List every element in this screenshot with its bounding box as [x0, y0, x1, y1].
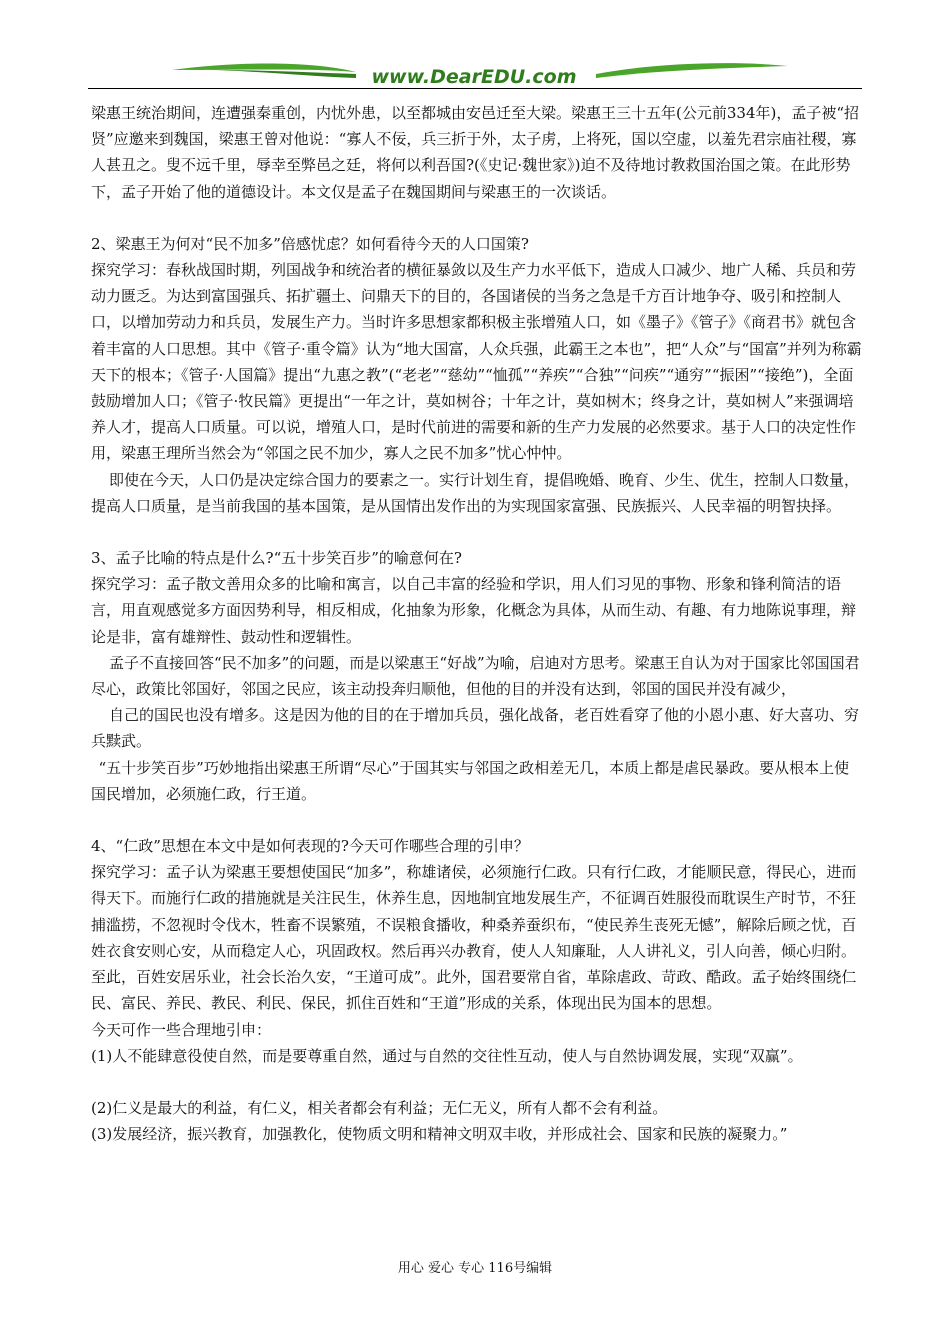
- question-4-heading: 4、“仁政”思想在本文中是如何表现的?今天可作哪些合理的引申？: [91, 837, 529, 856]
- paragraph-intro: 梁惠王统治期间，连遭强秦重创，内忧外患，以至都城由安邑迁至大梁。梁惠王三十五年(公元前334年)，孟子被“招贤”应邀来到魏国，梁惠王曾对他说：“寡人不佞，兵三折于外，太子虏，上将死，国以空虚，以羞先君宗庙社稷，寡人甚丑之。叟不远千里，辱幸至弊邑之廷，将何以利吾国?(《史记·魏世家》)迫不及待地讨教救国治国之策。在此形势下，孟子开始了他的道德设计。本文仅是孟子在魏国期间与梁惠王的一次谈话。: [91, 104, 860, 201]
- extension-intro: 今天可作一些合理地引申：: [91, 1020, 272, 1039]
- question-3-answer-part-4: “五十步笑百步”巧妙地指出梁惠王所谓“尽心”于国其实与邻国之政相差无几，本质上都是虐民暴政。要从根本上使国民增加，必须施仁政，行王道。: [91, 758, 850, 803]
- article-body: [91, 100, 863, 1147]
- paragraph-gap: [91, 205, 863, 231]
- right-swoosh-shape: [596, 63, 788, 78]
- question-2-heading: 2、梁惠王为何对“民不加多”倍感忧虑？如何看待今天的人口国策?: [91, 234, 529, 253]
- question-3-answer-part-2: 孟子不直接回答“民不加多”的问题，而是以梁惠王“好战”为喻，启迪对方思考。梁惠王自认为对于国家比邻国国君尽心，政策比邻国好，邻国之民应，该主动投奔归顺他，但他的目的并没有达到，邻国的国民并没有减少，: [91, 653, 860, 699]
- paragraph-gap: [91, 1069, 863, 1095]
- left-swoosh-shape: [172, 64, 356, 73]
- site-logo-text: www.DearEDU.com: [371, 66, 577, 88]
- extension-item-3: (3)发展经济，振兴教育，加强教化，使物质文明和精神文明双丰收，并形成社会、国家和民族的凝聚力。”: [91, 1125, 788, 1144]
- extension-item-2: (2)仁义是最大的利益，有仁义，相关者都会有利益；无仁无义，所有人都不会有利益。: [91, 1098, 668, 1117]
- question-3-answer: 探究学习：孟子散文善用众多的比喻和寓言，以自己丰富的经验和学识，用人们习见的事物、形象和锋利简洁的语言，用直观感觉多方面因势利导，相反相成，化抽象为形象，化概念为具体，从而生动、有趣、有力地陈说事理，辩论是非，富有雄辩性、鼓动性和逻辑性。: [91, 575, 857, 646]
- paragraph-gap: [91, 519, 863, 545]
- question-2-answer: 探究学习：春秋战国时期，列国战争和统治者的横征暴敛以及生产力水平低下，造成人口减少、地广人稀、兵员和劳动力匮乏。为达到富国强兵、拓扩疆土、问鼎天下的目的，各国诸侯的当务之急是千方百计地争夺、吸引和控制人口，以增加劳动力和兵员，发展生产力。当时许多思想家都积极主张增殖人口，如《墨子》《管子》《商君书》就包含着丰富的人口思想。其中《管子·重令篇》认为“地大国富，人众兵强，此霸王之本也”，把“人众”与“国富”并列为称霸天下的根本；《管子·人国篇》提出“九惠之教”(“老老”“慈幼”“恤孤”“养疾”“合独”“问疾”“通穷”“振困”“接绝”)，全面鼓励增加人口；《管子·牧民篇》更提出“一年之计，莫如树谷；十年之计，莫如树木；终身之计，莫如树人”来强调培养人才，提高人口质量。可以说，增殖人口，是时代前进的需要和新的生产力发展的必然要求。基于人口的决定性作用，梁惠王理所当然会为“邻国之民不加少，寡人之民不加多”忧心忡忡。: [91, 261, 862, 463]
- page-footer: 用心 爱心 专心 116号编辑: [397, 1261, 553, 1276]
- left-swoosh-accent: [172, 70, 356, 78]
- question-3-heading: 3、孟子比喻的特点是什么?“五十步笑百步”的喻意何在?: [91, 549, 462, 568]
- extension-item-1: (1)人不能肆意役使自然，而是要尊重自然，通过与自然的交往性互动，使人与自然协调发展，实现“双赢”。: [91, 1046, 803, 1065]
- question-4-answer: 探究学习：孟子认为梁惠王要想使国民“加多”，称雄诸侯，必须施行仁政。只有行仁政，才能顺民意，得民心，进而得天下。而施行仁政的措施就是关注民生，休养生息，因地制宜地发展生产，不征调百姓服役而耽误生产时节，不狂捕滥捞，不忽视时令伐木，牲畜不误繁殖，不误粮食播收，种桑养蚕织布，“使民养生丧死无憾”，解除后顾之忧，百姓衣食安则心安，从而稳定人心，巩固政权。然后再兴办教育，使人人知廉耻，人人讲礼义，引人向善，倾心归附。至此，百姓安居乐业，社会长治久安，“王道可成”。此外，国君要常自省，革除虐政、苛政、酷政。孟子始终围绕仁民、富民、养民、教民、利民、保民，抓住百姓和“王道”形成的关系，体现出民为国本的思想。: [91, 863, 857, 1013]
- paragraph-gap: [91, 807, 863, 833]
- question-3-answer-part-3: 自己的国民也没有增多。这是因为他的目的在于增加兵员，强化战备，老百姓看穿了他的小恩小惠、好大喜功、穷兵黩武。: [91, 706, 860, 751]
- question-2-answer-continued: 即使在今天，人口仍是决定综合国力的要素之一。实行计划生育，提倡晚婚、晚育、少生、优生，控制人口数量，提高人口质量，是当前我国的基本国策，是从国情出发作出的为实现国家富强、民族振兴、人民幸福的明智抉择。: [91, 470, 860, 515]
- header-divider: [88, 88, 862, 89]
